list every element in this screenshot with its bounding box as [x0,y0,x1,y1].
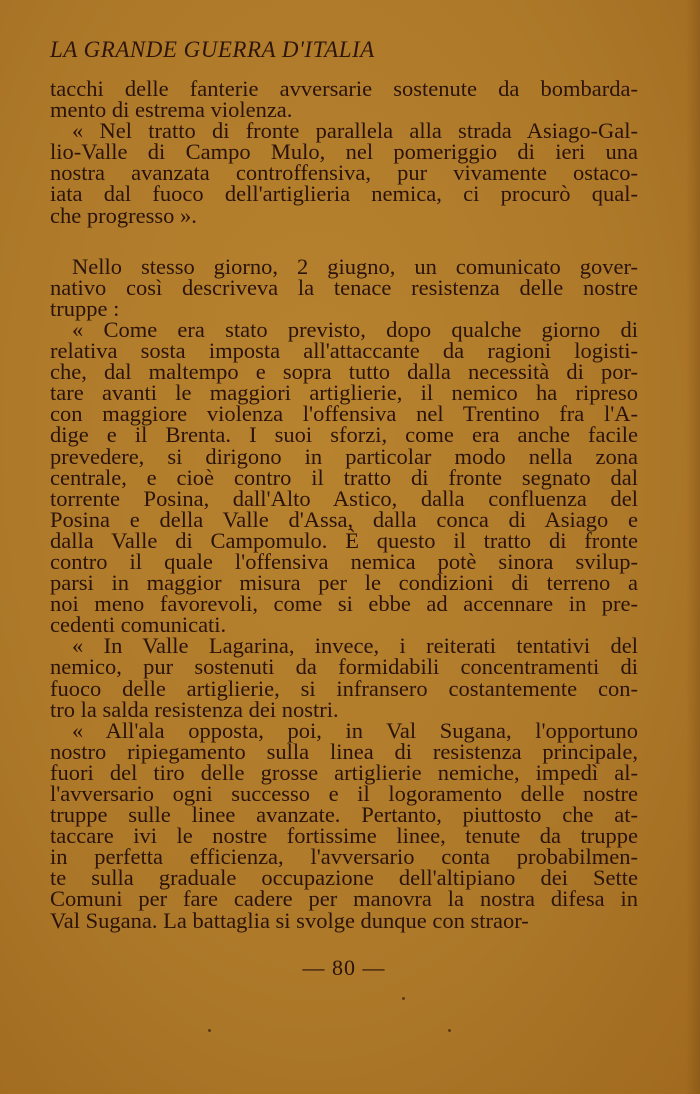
text-line: lio-Valle di Campo Mulo, nel pomeriggio di ieri una [50,139,638,165]
text-line: torrente Posina, dall'Alto Astico, dalla confluenza del [50,485,638,511]
text-line: taccare ivi le nostre fortissime linee, tenute da truppe [50,823,638,849]
paper-speck [208,1029,211,1032]
text-line: cedenti comunicati. [50,612,227,638]
text-line: te sulla graduale occupazione dell'altipiano dei Sette [50,865,638,891]
paragraph-quote-val-sugana [50,717,638,933]
text-line: Posina e della Valle d'Assa, dalla conca di Asiago e [50,506,638,532]
text-line: mento di estrema violenza. [50,97,293,123]
text-line: dige e il Brenta. I suoi sforzi, come era anche facile [50,422,638,448]
text-line: nostro ripiegamento sulla linea di resistenza principale, [50,738,638,764]
text-line: tare avanti le maggiori artiglierie, il nemico ha ripreso [50,380,638,406]
text-line: « In Valle Lagarina, invece, i reiterati tentativi del [72,633,638,659]
text-line: prevedere, si dirigono in particolar modo nella zona [50,443,638,469]
running-head: LA GRANDE GUERRA D'ITALIA [50,37,375,62]
text-line: Comuni per fare cadere per manovra la nostra difesa in [50,886,638,912]
page-number: — 80 — [302,954,386,980]
paragraph-quote-lagarina [50,633,638,722]
paragraph-continuation [50,76,638,123]
text-line: in perfetta efficienza, l'avversario conta probabilmen- [50,844,638,870]
text-line: centrale, e cioè contro il tratto di fronte segnato dal [50,464,638,490]
book-page [50,36,638,981]
text-line: tacchi delle fanterie avversarie sostenute da bombarda- [50,76,638,101]
paragraph-quote-trentino [50,316,638,638]
text-line: fuoco delle artiglierie, si infransero costantemente con- [50,675,638,701]
text-line: nemico, pur sostenuti da formidabili concentramenti di [50,654,638,680]
text-line: « Nel tratto di fronte parallela alla strada Asiago-Gal- [72,118,638,144]
text-line: dalla Valle di Campomulo. È questo il tratto di fronte [50,527,638,553]
text-line: con maggiore violenza l'offensiva nel Trentino fra l'A- [50,401,638,427]
text-line: contro il quale l'offensiva nemica potè sinora svilup- [50,548,638,574]
page-edge-shadow [686,0,700,1094]
paragraph-gap [50,226,638,256]
text-line: « All'ala opposta, poi, in Val Sugana, l'opportuno [72,717,638,743]
text-line: parsi in maggior misura per le condizioni di terreno a [50,570,638,596]
text-line: « Come era stato previsto, dopo qualche giorno di [72,316,638,342]
paragraph-quote-asiago [50,118,638,228]
text-line: relativa sosta imposta all'attaccante da ragioni logisti- [50,338,638,364]
text-line: iata dal fuoco dell'artiglieria nemica, ci procurò qual- [50,181,638,207]
text-line: noi meno favorevoli, come si ebbe ad accennare in pre- [50,591,638,617]
text-line: truppe sulle linee avanzate. Pertanto, piuttosto che at- [50,802,638,828]
paragraph-intro-communique [50,253,638,321]
text-line: fuori del tiro delle grosse artiglierie nemiche, impedì al- [50,759,638,785]
text-line: nativo così descriveva la tenace resistenza delle nostre [50,274,638,300]
paper-speck [448,1029,451,1032]
text-line: tro la salda resistenza dei nostri. [50,696,339,722]
paper-speck [402,997,405,1000]
text-line: che progresso ». [50,202,197,228]
text-line: nostra avanzata controffensiva, pur vivamente ostaco- [50,160,638,186]
text-line: Nello stesso giorno, 2 giugno, un comunicato gover- [72,253,638,279]
text-line: l'avversario ogni successo e il logoramento delle nostre [50,781,638,806]
text-line: Val Sugana. La battaglia si svolge dunque con straor- [50,907,529,933]
text-line: che, dal maltempo e sopra tutto dalla necessità di por- [50,359,638,385]
text-line: truppe : [50,295,120,321]
